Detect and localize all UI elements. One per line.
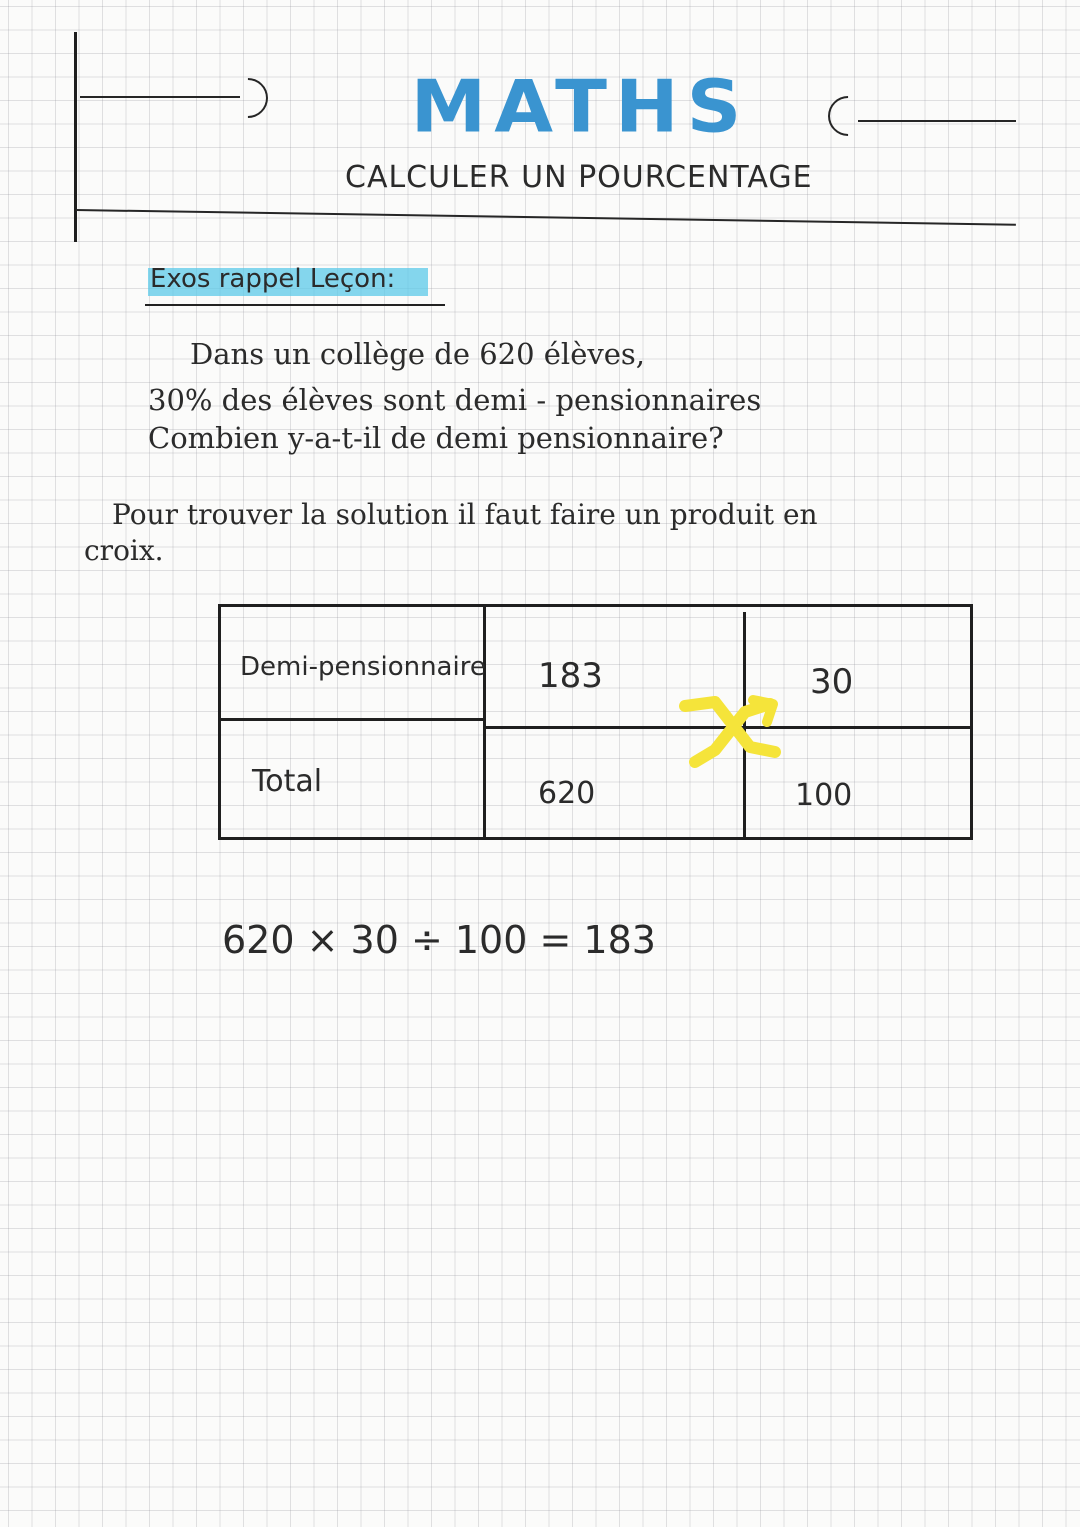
header-bottom-rule [76,209,1016,226]
method-line-1: Pour trouver la solution il faut faire un produit en [112,498,818,531]
table-divider-1 [483,606,486,840]
exercise-line-1: Dans un collège de 620 élèves, [190,337,646,371]
method-line-2: croix. [84,534,164,567]
calculation: 620 × 30 ÷ 100 = 183 [222,918,656,962]
header-rule-left [80,96,240,98]
section-heading: Exos rappel Leçon: [150,264,396,294]
page-title: MATHS [410,64,750,149]
table-cell-label-2: Total [252,764,323,799]
table-cell-value-2: 620 [538,776,596,811]
proportion-table [218,604,973,840]
exercise-line-3: Combien y-a-t-il de demi pensionnaire? [148,421,724,455]
table-cell-value-1: 183 [538,656,603,696]
header-rule-right [858,120,1016,122]
exercise-line-2: 30% des élèves sont demi - pensionnaires [148,383,762,417]
cross-product-arrow-icon [675,692,785,772]
page-subtitle: CALCULER UN POURCENTAGE [345,160,813,195]
table-cell-percent-2: 100 [795,778,853,813]
table-row-divider-left [220,718,485,721]
heading-underline [145,304,445,306]
table-cell-percent-1: 30 [810,662,854,702]
table-cell-label-1: Demi-pensionnaire [240,652,486,682]
header-ornament-left [220,70,277,127]
